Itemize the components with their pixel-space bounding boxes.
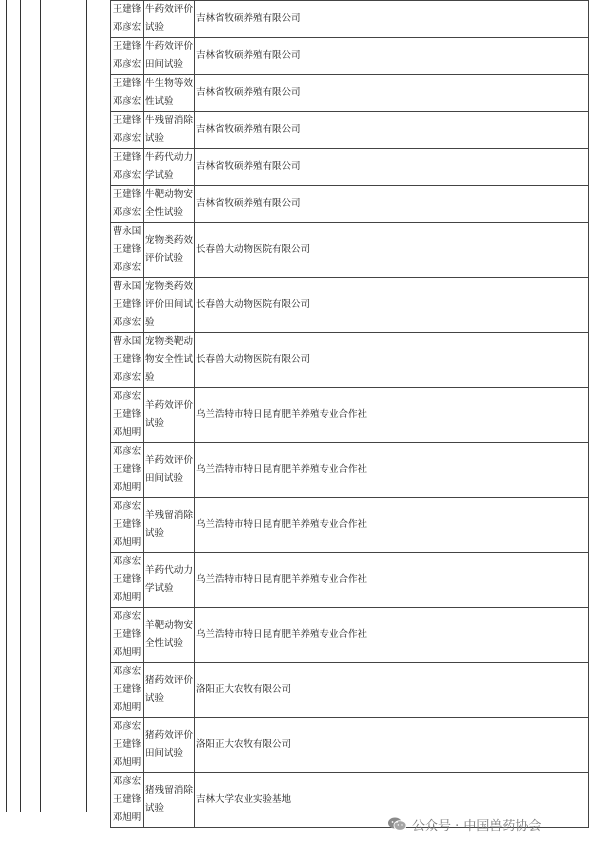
test-type-line: 牛药效评价 — [145, 41, 193, 52]
test-type-line: 牛靶动物安 — [145, 189, 193, 200]
personnel-cell — [111, 718, 144, 773]
person-name: 邓旭明 — [112, 647, 142, 658]
person-name: 邓彦宏 — [112, 59, 142, 70]
person-name: 邓彦宏 — [112, 556, 142, 567]
table-row — [111, 443, 589, 498]
watermark — [387, 813, 541, 835]
person-name: 邓彦宏 — [112, 721, 142, 732]
test-type-cell — [144, 498, 195, 553]
test-type-cell — [144, 663, 195, 718]
test-type-line: 验 — [145, 317, 155, 328]
test-type-line: 牛药代动力 — [145, 152, 193, 163]
person-name: 邓彦宏 — [112, 666, 142, 677]
organization-cell: 洛阳正大农牧有限公司 — [195, 663, 589, 718]
test-type-cell — [144, 149, 195, 186]
organization-cell: 乌兰浩特市特日昆育肥羊养殖专业合作社 — [195, 553, 589, 608]
person-name: 邓彦宏 — [112, 207, 142, 218]
person-name: 王建锋 — [112, 354, 142, 365]
test-type-line: 评价田间试 — [145, 299, 193, 310]
personnel-cell — [111, 223, 144, 278]
organization-cell: 吉林大学农业实验基地 — [195, 773, 589, 828]
table-row — [111, 149, 589, 186]
organization-cell: 乌兰浩特市特日昆育肥羊养殖专业合作社 — [195, 388, 589, 443]
test-type-line: 羊药效评价 — [145, 455, 193, 466]
test-type-cell — [144, 443, 195, 498]
wechat-icon — [387, 817, 407, 831]
personnel-cell — [111, 773, 144, 828]
person-name: 邓旭明 — [112, 537, 142, 548]
test-type-line: 全性试验 — [145, 207, 184, 218]
test-type-line: 田间试验 — [145, 59, 184, 70]
table-row — [111, 223, 589, 278]
person-name: 王建锋 — [112, 519, 142, 530]
personnel-cell — [111, 1, 144, 38]
table-row — [111, 388, 589, 443]
person-name: 王建锋 — [112, 684, 142, 695]
table-row — [111, 553, 589, 608]
personnel-cell — [111, 663, 144, 718]
organization-cell: 乌兰浩特市特日昆育肥羊养殖专业合作社 — [195, 608, 589, 663]
test-type-cell — [144, 278, 195, 333]
table-border-left-4 — [86, 0, 87, 812]
test-type-cell — [144, 38, 195, 75]
person-name: 邓彦宏 — [112, 372, 142, 383]
test-type-cell — [144, 75, 195, 112]
person-name: 邓彦宏 — [112, 317, 142, 328]
person-name: 王建锋 — [112, 629, 142, 640]
table-row — [111, 333, 589, 388]
test-type-cell — [144, 608, 195, 663]
person-name: 王建锋 — [112, 409, 142, 420]
table-border-left-1 — [6, 0, 7, 812]
test-type-line: 牛药效评价 — [145, 4, 193, 15]
personnel-cell — [111, 333, 144, 388]
person-name: 曹永国 — [112, 281, 142, 292]
data-table — [110, 0, 589, 828]
organization-cell: 乌兰浩特市特日昆育肥羊养殖专业合作社 — [195, 498, 589, 553]
table-border-left-3 — [40, 0, 41, 812]
organization-cell: 吉林省牧硕养殖有限公司 — [195, 1, 589, 38]
test-type-cell — [144, 186, 195, 223]
test-type-line: 学试验 — [145, 170, 174, 181]
person-name: 王建锋 — [112, 739, 142, 750]
person-name: 邓彦宏 — [112, 446, 142, 457]
watermark-text: 公众号 · 中国兽药协会 — [412, 818, 542, 834]
person-name: 王建锋 — [112, 78, 142, 89]
table-row — [111, 663, 589, 718]
test-type-line: 猪残留消除 — [145, 785, 193, 796]
person-name: 曹永国 — [112, 226, 142, 237]
table-row — [111, 75, 589, 112]
personnel-cell — [111, 498, 144, 553]
test-type-cell — [144, 718, 195, 773]
test-type-line: 宠物类药效 — [145, 281, 193, 292]
test-type-line: 牛生物等效 — [145, 78, 193, 89]
person-name: 王建锋 — [112, 189, 142, 200]
test-type-line: 田间试验 — [145, 748, 184, 759]
person-name: 邓彦宏 — [112, 262, 142, 273]
organization-cell: 吉林省牧硕养殖有限公司 — [195, 38, 589, 75]
test-type-line: 试验 — [145, 693, 165, 704]
person-name: 王建锋 — [112, 244, 142, 255]
organization-cell: 乌兰浩特市特日昆育肥羊养殖专业合作社 — [195, 443, 589, 498]
test-type-line: 学试验 — [145, 583, 174, 594]
person-name: 邓彦宏 — [112, 611, 142, 622]
test-type-line: 试验 — [145, 803, 165, 814]
table-row — [111, 498, 589, 553]
personnel-cell — [111, 553, 144, 608]
personnel-cell — [111, 278, 144, 333]
test-type-line: 评价试验 — [145, 253, 184, 264]
person-name: 邓旭明 — [112, 812, 142, 823]
person-name: 邓旭明 — [112, 482, 142, 493]
test-type-line: 验 — [145, 372, 155, 383]
personnel-cell — [111, 443, 144, 498]
organization-cell: 长春兽大动物医院有限公司 — [195, 223, 589, 278]
person-name: 邓彦宏 — [112, 133, 142, 144]
table-row — [111, 112, 589, 149]
person-name: 邓彦宏 — [112, 96, 142, 107]
test-type-cell — [144, 333, 195, 388]
table-row — [111, 608, 589, 663]
test-type-line: 试验 — [145, 133, 165, 144]
table-row — [111, 186, 589, 223]
person-name: 邓彦宏 — [112, 391, 142, 402]
person-name: 邓彦宏 — [112, 170, 142, 181]
organization-cell: 吉林省牧硕养殖有限公司 — [195, 149, 589, 186]
person-name: 邓彦宏 — [112, 776, 142, 787]
test-type-cell — [144, 553, 195, 608]
person-name: 邓旭明 — [112, 757, 142, 768]
person-name: 王建锋 — [112, 794, 142, 805]
organization-cell: 长春兽大动物医院有限公司 — [195, 333, 589, 388]
personnel-cell — [111, 112, 144, 149]
person-name: 曹永国 — [112, 336, 142, 347]
test-type-line: 宠物类药效 — [145, 235, 193, 246]
personnel-cell — [111, 149, 144, 186]
personnel-cell — [111, 608, 144, 663]
test-type-line: 羊残留消除 — [145, 510, 193, 521]
person-name: 邓旭明 — [112, 702, 142, 713]
test-type-line: 性试验 — [145, 96, 174, 107]
person-name: 邓旭明 — [112, 592, 142, 603]
test-type-line: 牛残留消除 — [145, 115, 193, 126]
test-type-cell — [144, 773, 195, 828]
person-name: 王建锋 — [112, 4, 142, 15]
test-type-line: 物安全性试 — [145, 354, 193, 365]
test-type-line: 试验 — [145, 22, 165, 33]
personnel-cell — [111, 38, 144, 75]
test-type-cell — [144, 1, 195, 38]
personnel-cell — [111, 75, 144, 112]
table-row — [111, 718, 589, 773]
person-name: 王建锋 — [112, 464, 142, 475]
person-name: 王建锋 — [112, 41, 142, 52]
test-type-line: 田间试验 — [145, 473, 184, 484]
table-row — [111, 278, 589, 333]
person-name: 王建锋 — [112, 115, 142, 126]
person-name: 王建锋 — [112, 152, 142, 163]
person-name: 邓彦宏 — [112, 501, 142, 512]
person-name: 王建锋 — [112, 299, 142, 310]
person-name: 王建锋 — [112, 574, 142, 585]
organization-cell: 吉林省牧硕养殖有限公司 — [195, 186, 589, 223]
person-name: 邓旭明 — [112, 427, 142, 438]
test-type-line: 试验 — [145, 528, 165, 539]
table-border-left-2 — [20, 0, 21, 812]
organization-cell: 洛阳正大农牧有限公司 — [195, 718, 589, 773]
test-type-cell — [144, 223, 195, 278]
test-type-line: 羊药效评价 — [145, 400, 193, 411]
test-type-line: 猪药效评价 — [145, 675, 193, 686]
person-name: 邓彦宏 — [112, 22, 142, 33]
organization-cell: 吉林省牧硕养殖有限公司 — [195, 112, 589, 149]
table-row — [111, 38, 589, 75]
test-type-line: 猪药效评价 — [145, 730, 193, 741]
table-row — [111, 1, 589, 38]
test-type-cell — [144, 112, 195, 149]
organization-cell: 长春兽大动物医院有限公司 — [195, 278, 589, 333]
test-type-line: 宠物类靶动 — [145, 336, 193, 347]
test-type-line: 试验 — [145, 418, 165, 429]
organization-cell: 吉林省牧硕养殖有限公司 — [195, 75, 589, 112]
test-type-line: 羊药代动力 — [145, 565, 193, 576]
personnel-cell — [111, 388, 144, 443]
test-type-line: 全性试验 — [145, 638, 184, 649]
test-type-line: 羊靶动物安 — [145, 620, 193, 631]
test-type-cell — [144, 388, 195, 443]
personnel-cell — [111, 186, 144, 223]
